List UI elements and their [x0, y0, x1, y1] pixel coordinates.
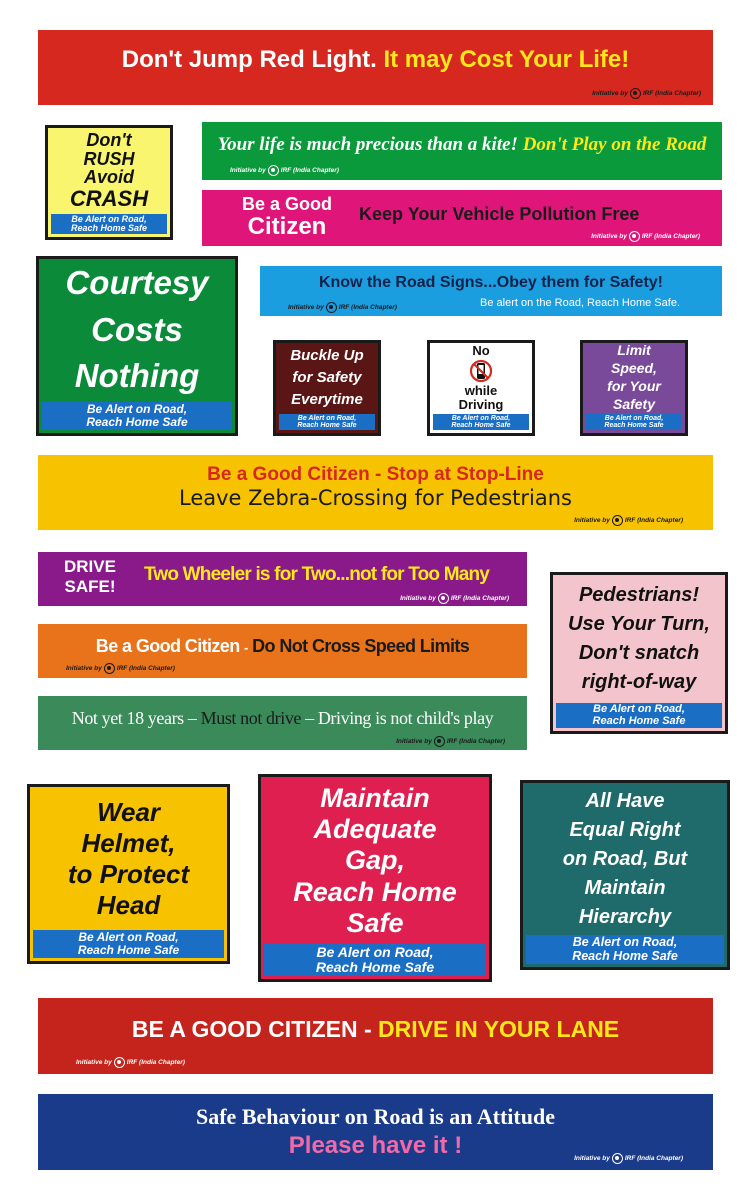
lane-part1: BE A GOOD CITIZEN -	[131, 1016, 372, 1042]
irf-logo-icon	[438, 593, 449, 604]
speed-limits-part1: Be a Good Citizen	[95, 636, 240, 656]
hierarchy-l3: on Road, But	[562, 847, 688, 870]
lane-text	[38, 1016, 713, 1043]
speed-limits-part2: Do Not Cross Speed Limits	[252, 636, 470, 656]
red-light-part1: Don't Jump Red Light.	[121, 46, 377, 73]
helmet-l2: Helmet,	[81, 827, 176, 858]
sign-courtesy	[36, 256, 238, 436]
hierarchy-l1: All Have	[585, 789, 665, 812]
initiative-credit	[574, 1153, 683, 1164]
footer-line1: Be Alert on Road,	[593, 702, 685, 715]
gap-text	[261, 777, 489, 945]
courtesy-text	[39, 259, 235, 401]
initiative-label: Initiative by	[76, 1059, 112, 1066]
helmet-l1: Wear	[96, 796, 161, 827]
initiative-credit	[76, 1057, 185, 1068]
dont-rush-l4: CRASH	[69, 186, 149, 212]
pollution-l1: Be a Good	[242, 194, 333, 214]
initiative-label: Initiative by	[396, 738, 432, 745]
banner-under-18	[38, 696, 527, 750]
sign-footer	[264, 944, 486, 976]
sign-pedestrians	[550, 572, 728, 734]
footer-line2: Reach Home Safe	[315, 959, 435, 975]
speed-limits-text	[38, 636, 527, 657]
irf-logo-icon	[434, 736, 445, 747]
initiative-credit	[230, 165, 339, 176]
footer-line2: Reach Home Safe	[604, 422, 664, 429]
footer-line2: Reach Home Safe	[451, 422, 511, 429]
drive-word: DRIVE	[64, 557, 116, 576]
irf-logo-icon	[104, 663, 115, 674]
sign-footer	[586, 414, 682, 430]
irf-logo-icon	[114, 1057, 125, 1068]
helmet-l3: to Protect	[67, 859, 190, 889]
under-18-text	[38, 708, 527, 729]
irf-logo-icon	[612, 515, 623, 526]
dont-rush-l1: Don't	[86, 129, 132, 150]
banner-kite	[202, 122, 722, 180]
irf-logo-icon	[326, 302, 337, 313]
under-18-part2: Must not drive	[200, 708, 302, 728]
limit-speed-l2: Speed,	[611, 360, 657, 377]
sign-footer	[433, 414, 529, 430]
initiative-credit	[396, 736, 505, 747]
hierarchy-l2: Equal Right	[569, 818, 681, 841]
road-signs-sub: Be alert on the Road, Reach Home Safe.	[480, 297, 680, 309]
buckle-l1: Buckle Up	[290, 347, 364, 365]
hierarchy-l5: Hierarchy	[578, 905, 672, 928]
irf-label: IRF (India Chapter)	[338, 304, 397, 311]
footer-line1: Be Alert on Road,	[572, 935, 678, 950]
under-18-part3: – Driving is not child's play	[305, 708, 494, 728]
footer-line1: Be Alert on Road,	[78, 930, 179, 945]
courtesy-l1: Courtesy	[65, 263, 209, 301]
limit-speed-l3: for Your	[607, 378, 661, 394]
irf-label: IRF (India Chapter)	[450, 595, 509, 602]
sign-no-phone	[427, 340, 535, 436]
kite-part1: Your life is much precious than a kite!	[217, 134, 518, 155]
sign-footer	[279, 414, 375, 430]
irf-label: IRF (India Chapter)	[280, 167, 339, 174]
gap-l3: Gap,	[344, 845, 405, 876]
hierarchy-text	[523, 783, 727, 935]
sign-equal-right	[520, 780, 730, 970]
banner-road-signs	[260, 266, 722, 316]
irf-logo-icon	[629, 231, 640, 242]
footer-line1: Be Alert on Road,	[451, 414, 511, 422]
speed-limits-sep: -	[244, 640, 248, 655]
limit-speed-l1: Limit	[617, 342, 651, 359]
initiative-label: Initiative by	[288, 304, 324, 311]
footer-line2: Reach Home Safe	[70, 223, 148, 233]
initiative-label: Initiative by	[66, 665, 102, 672]
banner-speed-limits	[38, 624, 527, 678]
no-phone-l3: Driving	[458, 397, 504, 413]
banner-pollution	[202, 190, 722, 246]
banner-attitude	[38, 1094, 713, 1170]
buckle-l3: Everytime	[291, 390, 363, 408]
initiative-label: Initiative by	[230, 167, 266, 174]
pollution-main: Keep Your Vehicle Pollution Free	[359, 204, 640, 224]
irf-label: IRF (India Chapter)	[624, 1155, 683, 1162]
irf-label: IRF (India Chapter)	[642, 90, 701, 97]
courtesy-l3: Nothing	[74, 357, 200, 395]
dont-rush-l3: Avoid	[83, 167, 134, 188]
road-signs-main: Know the Road Signs...Obey them for Safety!	[318, 274, 664, 291]
sign-wear-helmet	[27, 784, 230, 964]
initiative-credit	[574, 515, 683, 526]
sign-maintain-gap	[258, 774, 492, 982]
courtesy-l2: Costs	[91, 310, 183, 348]
dont-rush-l2: RUSH	[83, 148, 135, 169]
no-phone-l2: while	[464, 382, 498, 398]
sign-footer	[556, 703, 722, 728]
initiative-label: Initiative by	[592, 90, 628, 97]
pollution-l2: Citizen	[247, 212, 327, 240]
sign-limit-speed	[580, 340, 688, 436]
footer-line2: Reach Home Safe	[297, 422, 357, 429]
footer-line2: Reach Home Safe	[592, 714, 686, 727]
no-phone-text	[430, 343, 532, 413]
initiative-label: Initiative by	[574, 517, 610, 524]
initiative-credit	[592, 88, 701, 99]
sign-footer	[33, 930, 224, 958]
helmet-l4: Head	[96, 890, 161, 921]
irf-logo-icon	[630, 88, 641, 99]
banner-two-wheeler	[38, 552, 527, 606]
footer-line1: Be Alert on Road,	[86, 402, 188, 417]
buckle-text	[276, 343, 378, 413]
gap-l4: Reach Home	[293, 876, 457, 907]
initiative-label: Initiative by	[400, 595, 436, 602]
sign-footer	[42, 402, 232, 430]
footer-line2: Reach Home Safe	[572, 948, 678, 963]
irf-logo-icon	[268, 165, 279, 176]
gap-l5: Safe	[346, 907, 404, 938]
sign-buckle-up	[273, 340, 381, 436]
kite-part2: Don't Play on the Road	[522, 134, 707, 155]
initiative-label: Initiative by	[574, 1155, 610, 1162]
footer-line1: Be Alert on Road,	[71, 213, 147, 224]
pedestrians-l1: Pedestrians!	[578, 584, 700, 606]
initiative-credit	[400, 593, 509, 604]
irf-label: IRF (India Chapter)	[116, 665, 175, 672]
footer-line1: Be Alert on Road,	[297, 414, 357, 422]
banner-red-light	[38, 30, 713, 105]
sign-footer	[526, 935, 724, 964]
footer-line1: Be Alert on Road,	[316, 944, 434, 961]
under-18-part1: Not yet 18 years –	[71, 708, 197, 728]
limit-speed-l4: Safety	[612, 395, 656, 412]
helmet-text	[30, 787, 227, 931]
buckle-l2: for Safety	[292, 369, 362, 387]
irf-label: IRF (India Chapter)	[126, 1059, 185, 1066]
footer-line2: Reach Home Safe	[86, 415, 188, 429]
stop-line-l2: Leave Zebra-Crossing for Pedestrians	[179, 486, 572, 510]
safe-word: SAFE!	[64, 577, 116, 597]
irf-label: IRF (India Chapter)	[446, 738, 505, 745]
kite-text	[202, 134, 722, 156]
gap-l1: Maintain	[320, 782, 430, 813]
two-wheeler-main: Two Wheeler is for Two...not for Too Many	[144, 564, 490, 585]
banner-drive-in-lane	[38, 998, 713, 1074]
initiative-credit	[66, 663, 175, 674]
banner-stop-line	[38, 455, 713, 530]
irf-logo-icon	[612, 1153, 623, 1164]
initiative-label: Initiative by	[591, 233, 627, 240]
hierarchy-l4: Maintain	[584, 876, 666, 899]
pedestrians-l3: Don't snatch	[578, 642, 700, 664]
no-phone-l1: No	[472, 342, 490, 358]
red-light-title	[38, 46, 713, 74]
pedestrians-l4: right-of-way	[581, 671, 697, 693]
dont-rush-text	[48, 128, 170, 213]
red-light-part2: It may Cost Your Life!	[383, 46, 630, 73]
footer-line2: Reach Home Safe	[77, 943, 180, 957]
initiative-credit	[288, 302, 397, 313]
pollution-citizen	[242, 195, 332, 239]
lane-part2: DRIVE IN YOUR LANE	[378, 1016, 620, 1042]
irf-label: IRF (India Chapter)	[641, 233, 700, 240]
footer-line1: Be Alert on Road,	[604, 414, 664, 422]
stop-line-l1: Be a Good Citizen - Stop at Stop-Line	[207, 464, 544, 485]
attitude-l1: Safe Behaviour on Road is an Attitude	[196, 1104, 555, 1129]
irf-label: IRF (India Chapter)	[624, 517, 683, 524]
gap-l2: Adequate	[313, 814, 437, 845]
sign-dont-rush	[45, 125, 173, 240]
no-mobile-phone-icon	[469, 359, 493, 383]
initiative-credit	[591, 231, 700, 242]
sign-footer	[51, 214, 167, 234]
pedestrians-l2: Use Your Turn,	[568, 613, 710, 635]
limit-speed-text	[583, 343, 685, 413]
attitude-l2: Please have it !	[288, 1132, 463, 1159]
drive-safe-label	[64, 557, 116, 598]
pedestrians-text	[553, 575, 725, 703]
